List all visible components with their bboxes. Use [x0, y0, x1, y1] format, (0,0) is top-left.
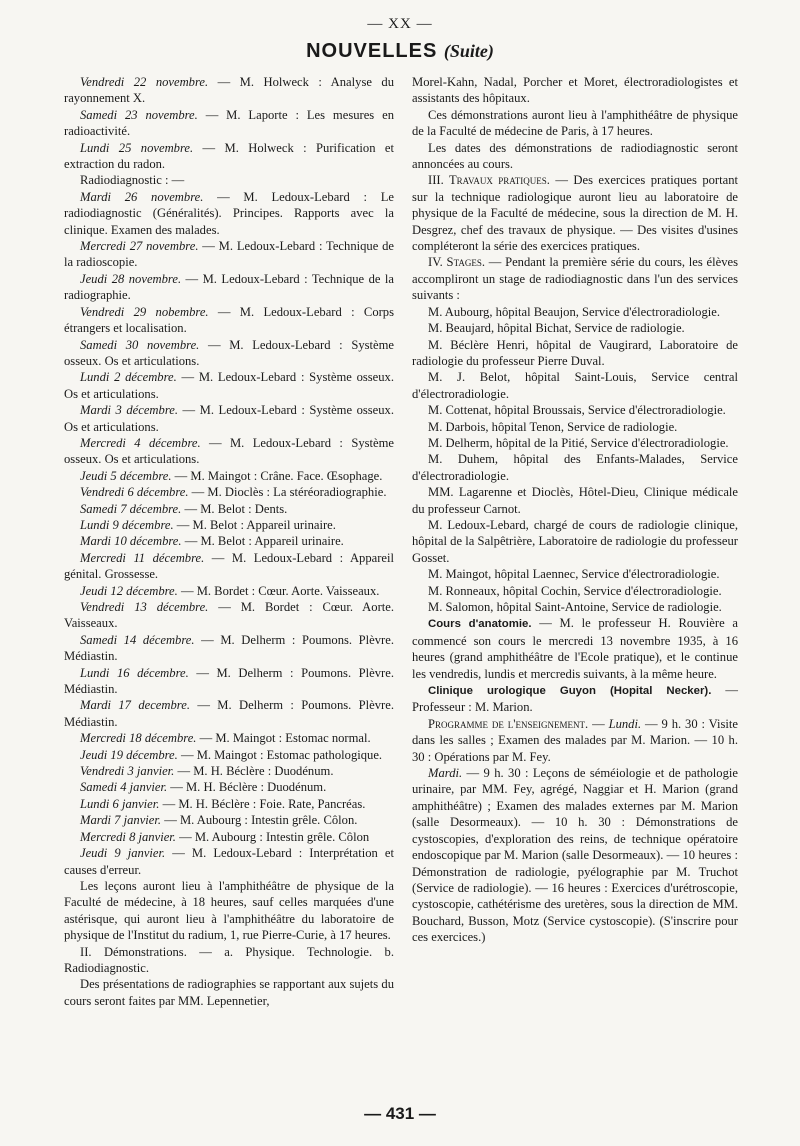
entry-date: Samedi 23 novembre. — [80, 107, 198, 122]
title-suite: (Suite) — [443, 41, 494, 61]
entry-text: Des présentations de radiographies se rapportant aux sujets du cours seront faites par MM. Lepennetier, — [64, 977, 394, 1008]
entry-date: Mercredi 8 janvier. — [80, 829, 176, 844]
paragraph — [412, 320, 738, 336]
schedule-entry — [64, 583, 394, 599]
entry-text: Les leçons auront lieu à l'amphithéâtre de physique de la Faculté de médecine, à 18 heures, sauf celles marquées d'une astérisque, qui auront lieu à l'amphithéâtre du laboratoire de physique de l'Institut du radium, 1, rue Pierre-Curie, à 17 heures. — [64, 878, 394, 943]
entry-date: Vendredi 13 décembre. — [80, 600, 209, 614]
entry-text: — M. H. Béclère : Duodénum. — [174, 764, 334, 779]
title-text: NOUVELLES — [306, 40, 438, 62]
schedule-entry — [64, 140, 394, 173]
schedule-entry — [64, 944, 394, 977]
left-column — [64, 74, 394, 1009]
paragraph — [412, 74, 738, 107]
schedule-entry — [64, 779, 394, 795]
paragraph-text: M. Salomon, hôpital Saint-Antoine, Service de radiologie. — [428, 600, 722, 614]
entry-date: Jeudi 5 décembre. — [80, 468, 172, 483]
paragraph-text: M. Béclère Henri, hôpital de Vaugirard, Laboratoire de radiologie du professeur Pierre Duval. — [412, 337, 738, 368]
entry-text: — M. Ledoux-Lebard : Système osseux. Os et articulations. — [64, 370, 394, 401]
paragraph-text: Ces démonstrations auront lieu à l'amphithéâtre de physique de la Faculté de médecine de Paris, à 17 heures. — [412, 107, 738, 139]
entry-date: Vendredi 29 nobembre. — [80, 304, 209, 319]
paragraph — [412, 254, 738, 303]
entry-date: Samedi 4 janvier. — [80, 780, 168, 795]
schedule-entry — [64, 829, 394, 845]
entry-text: — M. Ledoux-Lebard : Technique de la radioscopie. — [64, 239, 394, 270]
paragraph — [412, 566, 738, 582]
entry-date: Lundi 16 décembre. — [80, 665, 189, 680]
entry-date: Jeudi 12 décembre. — [80, 583, 178, 598]
entry-date: Mercredi 27 novembre. — [80, 239, 199, 254]
schedule-entry — [64, 271, 394, 304]
entry-date: Samedi 14 décembre. — [80, 632, 195, 647]
paragraph-text: M. Aubourg, hôpital Beaujon, Service d'électroradiologie. — [428, 304, 720, 319]
paragraph — [412, 337, 738, 370]
paragraph — [412, 517, 738, 566]
entry-date: Samedi 30 novembre. — [80, 337, 200, 352]
entry-text: — M. Holweck : Analyse du rayonnement X. — [64, 75, 394, 106]
entry-text: — M. Ledoux-Lebard : Technique de la radiographie. — [64, 271, 394, 303]
schedule-entry — [64, 632, 394, 665]
schedule-entry — [64, 665, 394, 698]
entry-date: Jeudi 28 novembre. — [80, 271, 182, 286]
paragraph-text: Morel-Kahn, Nadal, Porcher et Moret, électroradiologistes et assistants des hôpitaux. — [412, 75, 738, 106]
schedule-entry — [64, 812, 394, 828]
paragraph — [412, 765, 738, 945]
entry-text: — M. Ledoux-Lebard : Système osseux. Os et articulations. — [64, 403, 394, 434]
entry-text: — M. Belot : Appareil urinaire. — [181, 534, 344, 549]
schedule-entry — [64, 796, 394, 812]
entry-text: — M. Belot : Appareil urinaire. — [173, 517, 336, 532]
paragraph — [412, 484, 738, 517]
paragraph — [412, 172, 738, 254]
page-title — [0, 40, 800, 63]
entry-text: — M. Ledoux-Lebard : Système osseux. Os et articulations. — [64, 435, 394, 467]
paragraph — [412, 419, 738, 435]
entry-date: Mardi 10 décembre. — [80, 534, 182, 549]
entry-date: Lundi 25 novembre. — [80, 140, 194, 155]
entry-date: Jeudi 9 janvier. — [80, 846, 166, 861]
paragraph — [412, 599, 738, 615]
entry-date: Mardi 7 janvier. — [80, 813, 162, 828]
entry-date: Lundi 9 décembre. — [80, 517, 174, 532]
entry-text: — M. Delherm : Poumons. Plèvre. Médiastin. — [64, 665, 394, 697]
schedule-entry — [64, 747, 394, 763]
paragraph — [412, 682, 738, 716]
entry-text: — M. Dioclès : La stéréoradiographie. — [188, 485, 387, 500]
entry-text: — M. Belot : Dents. — [181, 501, 288, 516]
section-heading: Cours d'anatomie. — [428, 618, 532, 631]
schedule-entry — [64, 533, 394, 549]
entry-text: — M. Maingot : Crâne. Face. Œsophage. — [171, 468, 383, 483]
schedule-entry — [64, 337, 394, 370]
entry-date: Vendredi 6 décembre. — [80, 485, 189, 500]
entry-date: Mardi 3 décembre. — [80, 403, 178, 418]
paragraph — [412, 435, 738, 451]
paragraph-text: M. Duhem, hôpital des Enfants-Malades, Service d'électroradiologie. — [412, 452, 738, 483]
schedule-entry — [64, 763, 394, 779]
paragraph: Programme de l'enseignement. — Lundi. — 9 h. 30 : Visite dans les salles ; Examen des malades par M. Marion. — 10 h. 30 : Opérations par M. Fey. — [412, 716, 738, 764]
entry-date: Mercredi 11 décembre. — [80, 550, 205, 565]
entry-text: — M. Aubourg : Intestin grêle. Côlon. — [161, 813, 358, 828]
schedule-entry — [64, 976, 394, 1009]
entry-date: Mercredi 18 décembre. — [80, 731, 197, 746]
schedule-entry — [64, 369, 394, 402]
entry-date: Vendredi 3 janvier. — [80, 764, 175, 779]
schedule-entry — [64, 189, 394, 238]
paragraph-text: — Pendant la première série du cours, les élèves accompliront un stage de radiodiagnostic dans l'un des services suivants : — [412, 255, 738, 303]
entry-text: — M. Ledoux-Lebard : Corps étrangers et localisation. — [64, 304, 395, 336]
paragraph — [412, 451, 738, 484]
paragraph-text: Les dates des démonstrations de radiodiagnostic seront annoncées au cours. — [412, 140, 738, 172]
schedule-entry — [64, 304, 394, 337]
entry-date: Mardi 17 decembre. — [80, 698, 190, 713]
paragraph-text: — 9 h. 30 : Visite dans les salles ; Examen des malades par M. Marion. — 10 h. 30 : Opérations par M. Fey. — [412, 716, 738, 764]
entry-text: — M. Bordet : Cœur. Aorte. Vaisseaux. — [64, 600, 394, 631]
entry-date: Mercredi 4 décembre. — [80, 435, 201, 450]
entry-text: — M. Maingot : Estomac normal. — [196, 731, 371, 746]
paragraph-text: M. Ledoux-Lebard, chargé de cours de radiologie clinique, hôpital de la Salpêtrière, Laboratoire de radiologie du professeur Gosset. — [412, 517, 738, 565]
paragraph-text: — Professeur : M. Marion. — [412, 683, 738, 715]
entry-text: — M. Aubourg : Intestin grêle. Côlon — [175, 829, 370, 844]
schedule-entry — [64, 435, 394, 468]
entry-text: — M. Ledoux-Lebard : Système osseux. Os et articulations. — [64, 337, 394, 368]
paragraph — [412, 369, 738, 402]
entry-text: — M. Delherm : Poumons. Plèvre. Médiastin. — [64, 632, 394, 664]
entry-text: II. Démonstrations. — a. Physique. Technologie. b. Radiodiagnostic. — [64, 944, 394, 975]
page-footer-number: — 431 — — [364, 1104, 436, 1123]
schedule-entry — [64, 172, 394, 188]
paragraph — [412, 140, 738, 173]
entry-text: — M. Bordet : Cœur. Aorte. Vaisseaux. — [177, 583, 380, 598]
paragraph — [412, 304, 738, 320]
paragraph — [412, 107, 738, 140]
schedule-entry — [64, 107, 394, 140]
paragraph-text: — Des exercices pratiques portant sur la technique radiologique auront lieu au laboratoire de physique de la Faculté de médecine, sous la direction de M. H. Desgrez, chef des travaux de physique. — Des visites d'usines compléteront la série des exercices pratiques. — [412, 173, 738, 254]
paragraph-text: — M. le professeur H. Rouvière a commencé son cours le mercredi 13 novembre 1935, à 16 heures (grand amphithéâtre de l'Ecole pratique), et le continue les vendredis, lundis et mercredis suivants, à la même heure. — [412, 616, 738, 681]
paragraph-text: M. Darbois, hôpital Tenon, Service de radiologie. — [428, 419, 678, 434]
entry-date: Lundi 6 janvier. — [80, 796, 160, 811]
entry-date: Mardi 26 novembre. — [80, 189, 204, 204]
day-label: Lundi. — [608, 716, 642, 731]
entry-text: — M. Delherm : Poumons. Plèvre. Médiastin. — [64, 698, 394, 729]
section-lead: IV. Stages. — [428, 255, 485, 270]
section-lead: Programme de l'enseignement. — [428, 716, 589, 731]
entry-text: — M. Maingot : Estomac pathologique. — [177, 747, 383, 762]
entry-date: Jeudi 19 décembre. — [80, 747, 178, 762]
entry-date: Lundi 2 décembre. — [80, 370, 177, 385]
schedule-entry — [64, 845, 394, 878]
paragraph — [412, 615, 738, 682]
page-header-number: — XX — — [367, 16, 433, 32]
right-column — [412, 74, 738, 946]
entry-text: — M. Laporte : Les mesures en radioactivité. — [64, 107, 394, 139]
entry-text: — M. H. Béclère : Duodénum. — [167, 780, 327, 795]
entry-text: — M. Holweck : Purification et extraction du radon. — [64, 140, 395, 172]
schedule-entry — [64, 402, 394, 435]
paragraph-text: M. Delherm, hôpital de la Pitié, Service d'électroradiologie. — [428, 435, 729, 450]
section-heading: Clinique urologique Guyon (Hopital Necker). — [428, 685, 712, 698]
paragraph-text: MM. Lagarenne et Dioclès, Hôtel-Dieu, Clinique médicale du professeur Carnot. — [412, 485, 738, 516]
entry-text: — M. Ledoux-Lebard : Appareil génital. Grossesse. — [64, 550, 394, 582]
schedule-entry — [64, 697, 394, 730]
paragraph-text: M. Beaujard, hôpital Bichat, Service de radiologie. — [428, 321, 685, 336]
schedule-entry — [64, 74, 394, 107]
entry-text: — M. H. Béclère : Foie. Rate, Pancréas. — [159, 796, 366, 811]
entry-date: Samedi 7 décembre. — [80, 501, 182, 516]
section-lead: III. Travaux pratiques. — [428, 173, 550, 188]
schedule-entry — [64, 730, 394, 746]
paragraph — [412, 583, 738, 599]
schedule-entry — [64, 468, 394, 484]
paragraph-text: M. Cottenat, hôpital Broussais, Service d'électroradiologie. — [428, 403, 726, 418]
schedule-entry — [64, 599, 394, 632]
paragraph-text: M. Ronneaux, hôpital Cochin, Service d'électroradiologie. — [428, 583, 722, 598]
schedule-entry — [64, 484, 394, 500]
schedule-entry — [64, 238, 394, 271]
schedule-entry — [64, 550, 394, 583]
schedule-entry — [64, 501, 394, 517]
entry-text: — M. Ledoux-Lebard : Le radiodiagnostic (Généralités). Principes. Rapports avec la clinique. Examen des malades. — [64, 189, 394, 237]
day-label: Mardi. — [428, 766, 463, 781]
entry-text: Radiodiagnostic : — — [80, 173, 185, 188]
paragraph — [412, 402, 738, 418]
paragraph-text: M. J. Belot, hôpital Saint-Louis, Service central d'électroradiologie. — [412, 370, 738, 401]
entry-text: — M. Ledoux-Lebard : Interprétation et causes d'erreur. — [64, 846, 394, 877]
entry-date: Vendredi 22 novembre. — [80, 75, 209, 89]
paragraph-text: — 9 h. 30 : Leçons de séméiologie et de pathologie urinaire, par MM. Fey, agrégé, Naggiar et H. Marion (grand amphithéâtre) ; Examen des malades externes par M. Marion (salle Desormeaux). — 10 h. 30 : Démonstrations de cystoscopies, d'exploration des reins, de technique opératoire endoscopique par M. Marion (salle Desormeaux). — 10 heures : Démonstration de radiologie, pyélographie par M. Truchot (Service de radiologie). — 16 heures : Exercices d'urétroscopie, cystoscopie, cathétérisme des uretères, sous la direction de MM. Bouchard, Busson, Motz (Service cystoscopie). (S'inscrire pour ces exercices.) — [412, 766, 738, 945]
schedule-entry — [64, 517, 394, 533]
schedule-entry — [64, 878, 394, 944]
paragraph-text: M. Maingot, hôpital Laennec, Service d'électroradiologie. — [428, 567, 720, 582]
